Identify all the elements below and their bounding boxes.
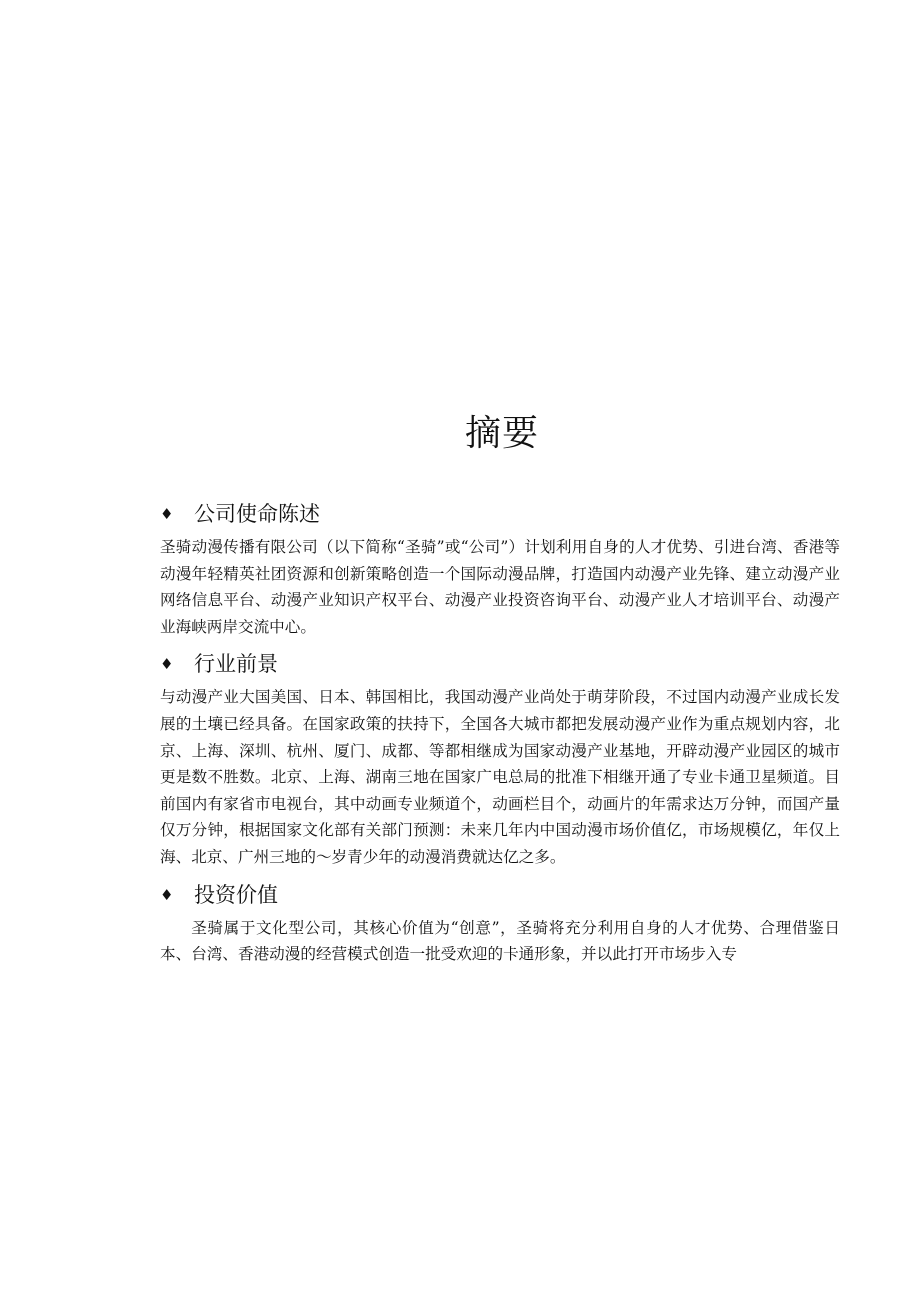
section-title: 公司使命陈述 — [194, 502, 320, 526]
section-mission — [160, 498, 840, 640]
section-paragraph: 与动漫产业大国美国、日本、韩国相比，我国动漫产业尚处于萌芽阶段，不过国内动漫产业成长发展的土壤已经具备。在国家政策的扶持下，全国各大城市都把发展动漫产业作为重点规划内容，北京、上海、深圳、杭州、厦门、成都、等都相继成为国家动漫产业基地，开辟动漫产业园区的城市更是数不胜数。北京、上海、湖南三地在国家广电总局的批准下相继开通了专业卡通卫星频道。目前国内有家省市电视台，其中动画专业频道个，动画栏目个，动画片的年需求达万分钟，而国产量仅万分钟，根据国家文化部有关部门预测：未来几年内中国动漫市场价值亿，市场规模亿，年仅上海、北京、广州三地的～岁青少年的动漫消费就达亿之多。 — [160, 688, 840, 866]
diamond-bullet-icon: ♦ — [160, 655, 174, 674]
section-investment-value — [160, 879, 840, 968]
section-heading — [160, 648, 840, 680]
section-heading — [160, 498, 840, 530]
section-paragraph: 圣骑属于文化型公司，其核心价值为“创意”，圣骑将充分利用自身的人才优势、合理借鉴日本、台湾、香港动漫的经营模式创造一批受欢迎的卡通形象，并以此打开市场步入专 — [160, 918, 840, 964]
diamond-bullet-icon: ♦ — [160, 885, 174, 904]
diamond-bullet-icon: ♦ — [160, 505, 174, 523]
section-title: 投资价值 — [194, 882, 278, 907]
section-heading — [160, 879, 840, 911]
section-paragraph: 圣骑动漫传播有限公司（以下简称“圣骑”或“公司”）计划利用自身的人才优势、引进台湾、香港等动漫年轻精英社团资源和创新策略创造一个国际动漫品牌，打造国内动漫产业先锋、建立动漫产业网络信息平台、动漫产业知识产权平台、动漫产业投资咨询平台、动漫产业人才培训平台、动漫产业海峡两岸交流中心。 — [160, 538, 840, 636]
section-title: 行业前景 — [194, 652, 278, 677]
document-title: 摘要 — [464, 413, 539, 454]
document-body — [160, 498, 840, 968]
section-industry-outlook — [160, 648, 840, 870]
